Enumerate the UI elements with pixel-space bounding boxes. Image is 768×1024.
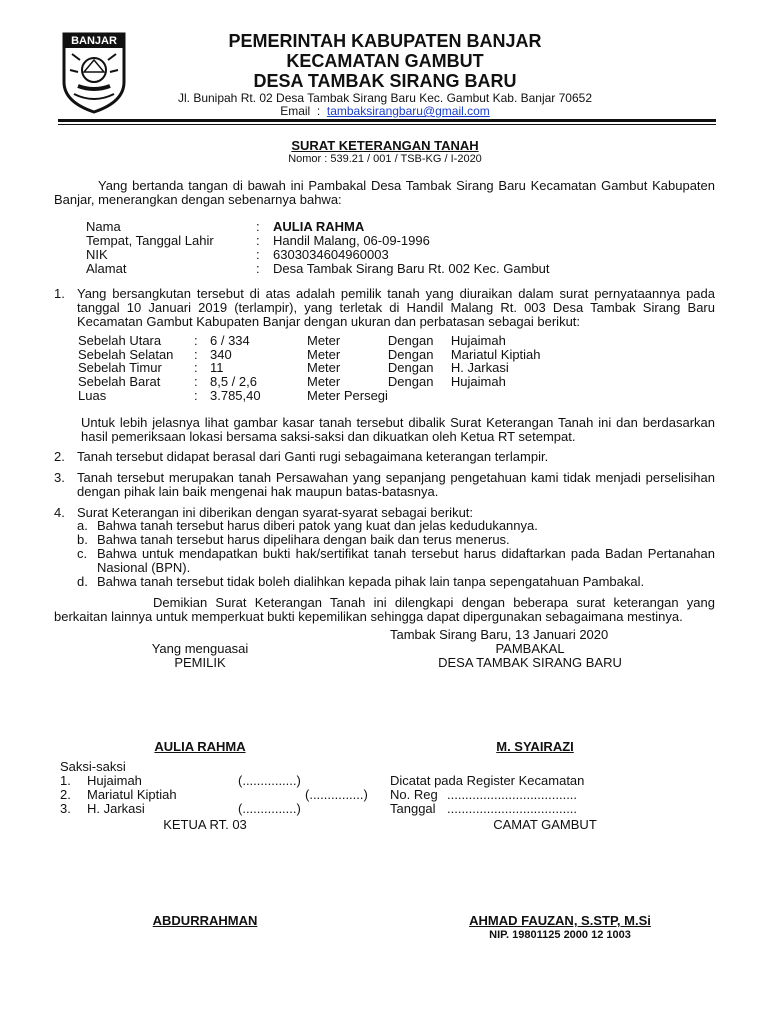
identity-value: AULIA RAHMA [273, 219, 365, 234]
register-reg-dots: .................................... [447, 787, 578, 802]
border-size: 3.785,40 [210, 387, 261, 403]
border-colon: : [194, 346, 198, 362]
place-date: Tambak Sirang Baru, 13 Januari 2020 [390, 627, 609, 642]
border-unit: Meter [307, 374, 341, 390]
border-neighbor: Hujaimah [450, 333, 506, 348]
left-signer-name: AULIA RAHMA [154, 739, 246, 754]
border-size: 11 [210, 360, 224, 376]
border-row [78, 348, 621, 362]
border-size: 6 / 334 [210, 333, 250, 348]
border-row [78, 389, 621, 403]
register-heading: Dicatat pada Register Kecamatan [390, 773, 585, 788]
point-2-number: 2. [54, 449, 65, 464]
rt-title: KETUA RT. 03 [163, 817, 247, 832]
condition-text: Bahwa tanah tersebut harus diberi patok yang kuat dan jelas kedudukannya. [97, 518, 538, 533]
border-with: Dengan [387, 346, 434, 362]
identity-label: Nama [86, 219, 121, 234]
right-signer-title-2: DESA TAMBAK SIRANG BARU [438, 655, 622, 670]
identity-colon: : [256, 219, 260, 234]
identity-value: 6303034604960003 [273, 247, 389, 262]
header-line-1: PEMERINTAH KABUPATEN BANJAR [228, 31, 542, 51]
camat-nip: NIP. 19801125 2000 12 1003 [489, 929, 631, 941]
border-row [78, 375, 621, 389]
logo-label: BANJAR [71, 35, 117, 47]
camat-name: AHMAD FAUZAN, S.STP, M.Si [469, 913, 651, 928]
border-unit: Meter [307, 346, 341, 362]
border-with: Dengan [387, 360, 434, 376]
border-with [388, 389, 451, 403]
witness-3-blank: (...............) [238, 801, 301, 816]
border-size: 340 [210, 346, 232, 362]
condition-text: Bahwa untuk mendapatkan bukti hak/sertifikat tanah tersebut harus didaftarkan pada Badan Pertanahan Nasional (BPN). [97, 546, 715, 575]
condition-letter: d. [77, 574, 88, 589]
point-1-number: 1. [54, 286, 65, 301]
identity-label: Tempat, Tanggal Lahir [86, 233, 214, 248]
border-neighbor: H. Jarkasi [450, 360, 509, 376]
border-colon: : [194, 360, 198, 376]
point-4-number: 4. [54, 505, 65, 520]
point-4-text: Surat Keterangan ini diberikan dengan syarat-syarat sebagai berikut: [77, 505, 474, 520]
borders-note: Untuk lebih jelasnya lihat gambar kasar tanah tersebut dibalik Surat Keterangan Tanah ini dan berdasarkan hasil pemeriksaan lokasi bersama saksi-saksi dan dikuatkan oleh Ketua RT setempat. [81, 415, 715, 444]
left-signer-title-2: PEMILIK [174, 655, 226, 670]
identity-colon: : [256, 261, 260, 276]
point-3-number: 3. [54, 470, 65, 485]
closing-paragraph: Demikian Surat Keterangan Tanah ini dilengkapi dengan beberapa surat keterangan yang berkaitan lainnya untuk memperkuat bukti kepemilikan sehingga dapat dipergunakan sebagaimana mestinya. [54, 595, 715, 624]
intro-paragraph: Yang bertanda tangan di bawah ini Pambakal Desa Tambak Sirang Baru Kecamatan Gambut Kabupaten Banjar, menerangkan dengan sebenarnya bahwa: [54, 178, 715, 207]
identity-label: NIK [86, 247, 108, 262]
condition-letter: b. [77, 532, 88, 547]
identity-colon: : [256, 247, 260, 262]
point-3-text: Tanah tersebut merupakan tanah Persawahan yang sepanjang pengetahuan kami tidak menjadi perselisihan dengan pihak lain baik mengenai hak maupun batas-batasnya. [77, 470, 715, 499]
email-link[interactable]: tambaksirangbaru@gmail.com [326, 104, 490, 118]
header-email-line [140, 105, 630, 118]
border-unit: Meter [307, 333, 341, 348]
identity-label: Alamat [86, 261, 127, 276]
witness-1-blank: (...............) [238, 773, 301, 788]
witness-2-num: 2. [60, 787, 71, 802]
email-label: Email : [280, 104, 327, 118]
header-rule-thin [58, 124, 716, 125]
left-signer-title-1: Yang menguasai [151, 641, 249, 656]
document-title: SURAT KETERANGAN TANAH [291, 138, 479, 153]
register-reg-label: No. Reg [390, 787, 438, 802]
border-with: Dengan [387, 374, 434, 390]
identity-value: Handil Malang, 06-09-1996 [273, 233, 430, 248]
border-colon: : [194, 387, 198, 403]
border-colon: : [194, 374, 198, 390]
register-date-dots: .................................... [447, 801, 578, 816]
witness-2-blank: (...............) [305, 787, 368, 802]
witnesses-heading: Saksi-saksi [60, 759, 126, 774]
witness-3-num: 3. [60, 801, 71, 816]
identity-colon: : [256, 233, 260, 248]
borders-table [78, 334, 638, 403]
border-side: Luas [78, 387, 107, 403]
condition-text: Bahwa tanah tersebut tidak boleh dialihkan kepada pihak lain tanpa sepengatahuan Pambakal. [97, 574, 645, 589]
witness-1-num: 1. [60, 773, 71, 788]
camat-title: CAMAT GAMBUT [493, 817, 597, 832]
border-neighbor [451, 389, 621, 403]
point-1-text: Yang bersangkutan tersebut di atas adalah pemilik tanah yang diuraikan dalam surat pernyataannya pada tanggal 10 Januari 2019 (terlampir), yang terletak di Handil Malang Rt. 003 Desa Tambak Sirang Baru Kecamatan Gambut Kabupaten Banjar dengan ukuran dan perbatasan sebagai berikut: [77, 286, 715, 329]
header-line-3: DESA TAMBAK SIRANG BARU [253, 71, 517, 91]
witness-3-name: H. Jarkasi [87, 801, 145, 816]
condition-text: Bahwa tanah tersebut harus dipelihara dengan baik dan terus menerus. [97, 532, 510, 547]
register-date-label: Tanggal [390, 801, 436, 816]
border-row [78, 334, 621, 348]
border-unit: Meter [307, 360, 341, 376]
border-size: 8,5 / 2,6 [210, 374, 257, 390]
identity-value: Desa Tambak Sirang Baru Rt. 002 Kec. Gambut [273, 261, 550, 276]
witness-1-name: Hujaimah [87, 773, 142, 788]
border-neighbor: Mariatul Kiptiah [450, 346, 541, 362]
header-address: Jl. Bunipah Rt. 02 Desa Tambak Sirang Baru Kec. Gambut Kab. Banjar 70652 [177, 91, 593, 105]
border-side: Sebelah Barat [78, 374, 161, 390]
witness-2-name: Mariatul Kiptiah [87, 787, 177, 802]
document-number: Nomor : 539.21 / 001 / TSB-KG / I-2020 [288, 153, 482, 165]
point-2-text: Tanah tersebut didapat berasal dari Ganti rugi sebagaimana keterangan terlampir. [77, 449, 549, 464]
header-rule-thick [58, 119, 716, 122]
border-unit: Meter Persegi [307, 387, 388, 403]
rt-name: ABDURRAHMAN [152, 913, 258, 928]
border-row [78, 361, 621, 375]
border-neighbor: Hujaimah [450, 374, 506, 390]
border-side: Sebelah Utara [78, 333, 162, 348]
border-with: Dengan [387, 333, 434, 348]
border-side: Sebelah Timur [78, 360, 162, 376]
border-side: Sebelah Selatan [78, 346, 174, 362]
banjar-logo [60, 30, 128, 114]
border-colon: : [194, 333, 198, 348]
header-line-2: KECAMATAN GAMBUT [286, 51, 484, 71]
condition-letter: c. [77, 546, 88, 561]
condition-letter: a. [77, 518, 88, 533]
right-signer-title-1: PAMBAKAL [495, 641, 565, 656]
right-signer-name: M. SYAIRAZI [496, 739, 574, 754]
